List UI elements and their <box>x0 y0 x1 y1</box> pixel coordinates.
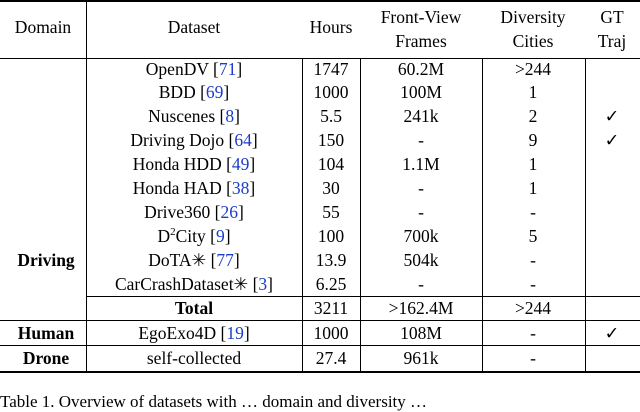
frames-value: - <box>418 274 424 294</box>
header-diversity-line1: Diversity <box>500 7 566 27</box>
cities-value: - <box>530 274 536 294</box>
hours-value: 150 <box>317 130 345 150</box>
frames-value: - <box>418 178 424 198</box>
divider-domain <box>86 0 87 372</box>
citation-link[interactable]: 38 <box>231 178 250 198</box>
citation-link[interactable]: 49 <box>231 154 250 174</box>
citation-link[interactable]: 71 <box>218 59 237 79</box>
dataset-name: BDD [69] <box>158 82 230 102</box>
cities-value: 1 <box>528 154 538 174</box>
cities-value: >244 <box>514 59 552 79</box>
frames-value: 241k <box>403 106 439 126</box>
divider-gt <box>585 58 586 372</box>
header-gt-line1: GT <box>600 7 624 27</box>
hours-value: 1747 <box>313 59 349 79</box>
divider-frames <box>360 58 361 372</box>
header-frames-line2: Frames <box>395 31 447 51</box>
cities-value: 1 <box>528 178 538 198</box>
cities-value: - <box>530 202 536 222</box>
frames-value: 1.1M <box>402 154 440 174</box>
header-hours: Hours <box>309 17 353 37</box>
frames-value: 108M <box>400 323 442 343</box>
cities-value: - <box>530 348 536 368</box>
hours-value: 55 <box>322 202 340 222</box>
citation-link[interactable]: 3 <box>258 274 268 294</box>
gt-value: ✓ <box>604 130 620 150</box>
table-caption: Table 1. Overview of datasets with … domain and diversity … <box>0 392 428 411</box>
header-diversity-line2: Cities <box>512 31 554 51</box>
citation-link[interactable]: 69 <box>205 82 224 102</box>
human-rule <box>0 320 640 321</box>
header-frames-line1: Front-View <box>380 7 462 27</box>
cities-value: 2 <box>528 106 538 126</box>
header-gt-line2: Traj <box>597 31 627 51</box>
citation-link[interactable]: 9 <box>215 226 225 246</box>
frames-value: 100M <box>400 82 442 102</box>
dataset-name: EgoExo4D [19] <box>138 323 250 343</box>
group-human: Human <box>17 323 75 343</box>
total-cities: >244 <box>514 298 552 318</box>
header-domain: Domain <box>14 17 72 37</box>
total-hours: 3211 <box>313 298 349 318</box>
hours-value: 6.25 <box>315 274 347 294</box>
cities-value: 5 <box>528 226 538 246</box>
cities-value: - <box>530 250 536 270</box>
dataset-name: CarCrashDataset✳ [3] <box>114 274 274 294</box>
hours-value: 100 <box>317 226 345 246</box>
total-rule <box>86 296 640 297</box>
frames-value: - <box>418 130 424 150</box>
dataset-name: Driving Dojo [64] <box>130 130 258 150</box>
dataset-name: $D^2City$ [9] <box>157 226 231 246</box>
citation-link[interactable]: 8 <box>225 106 235 126</box>
dataset-name: OpenDV [71] <box>145 59 243 79</box>
cities-value: 1 <box>528 82 538 102</box>
dataset-name: Honda HAD [38] <box>132 178 256 198</box>
gt-value: ✓ <box>604 106 620 126</box>
dataset-name: self-collected <box>146 348 242 368</box>
citation-link[interactable]: 77 <box>216 250 234 270</box>
total-frames: >162.4M <box>388 298 454 318</box>
group-drone: Drone <box>22 348 70 368</box>
dataset-name: Honda HDD [49] <box>132 154 256 174</box>
hours-value: 104 <box>317 154 345 174</box>
cities-value: 9 <box>528 130 538 150</box>
hours-value: 1000 <box>313 323 349 343</box>
group-driving: Driving <box>17 250 75 270</box>
hours-value: 30 <box>322 178 340 198</box>
dataset-name: DoTA✳ [77] <box>148 250 240 270</box>
drone-rule <box>0 345 640 346</box>
divider-cities <box>482 58 483 372</box>
dataset-name: Drive360 [26] <box>144 202 244 222</box>
citation-link[interactable]: 19 <box>226 323 244 343</box>
frames-value: 504k <box>403 250 439 270</box>
total-label: Total <box>174 298 214 318</box>
header-dataset: Dataset <box>167 17 221 37</box>
bottom-rule <box>0 371 640 373</box>
hours-value: 5.5 <box>320 106 342 126</box>
hours-value: 1000 <box>313 82 349 102</box>
dataset-name: Nuscenes [8] <box>148 106 240 126</box>
citation-link[interactable]: 64 <box>234 130 252 150</box>
hours-value: 27.4 <box>315 348 347 368</box>
divider-hours <box>302 58 303 372</box>
hours-value: 13.9 <box>315 250 347 270</box>
frames-value: 700k <box>403 226 439 246</box>
top-rule <box>0 0 640 2</box>
frames-value: 961k <box>403 348 439 368</box>
gt-value: ✓ <box>604 323 620 343</box>
citation-link[interactable]: 26 <box>220 202 238 222</box>
cities-value: - <box>530 323 536 343</box>
frames-value: - <box>418 202 424 222</box>
frames-value: 60.2M <box>397 59 445 79</box>
